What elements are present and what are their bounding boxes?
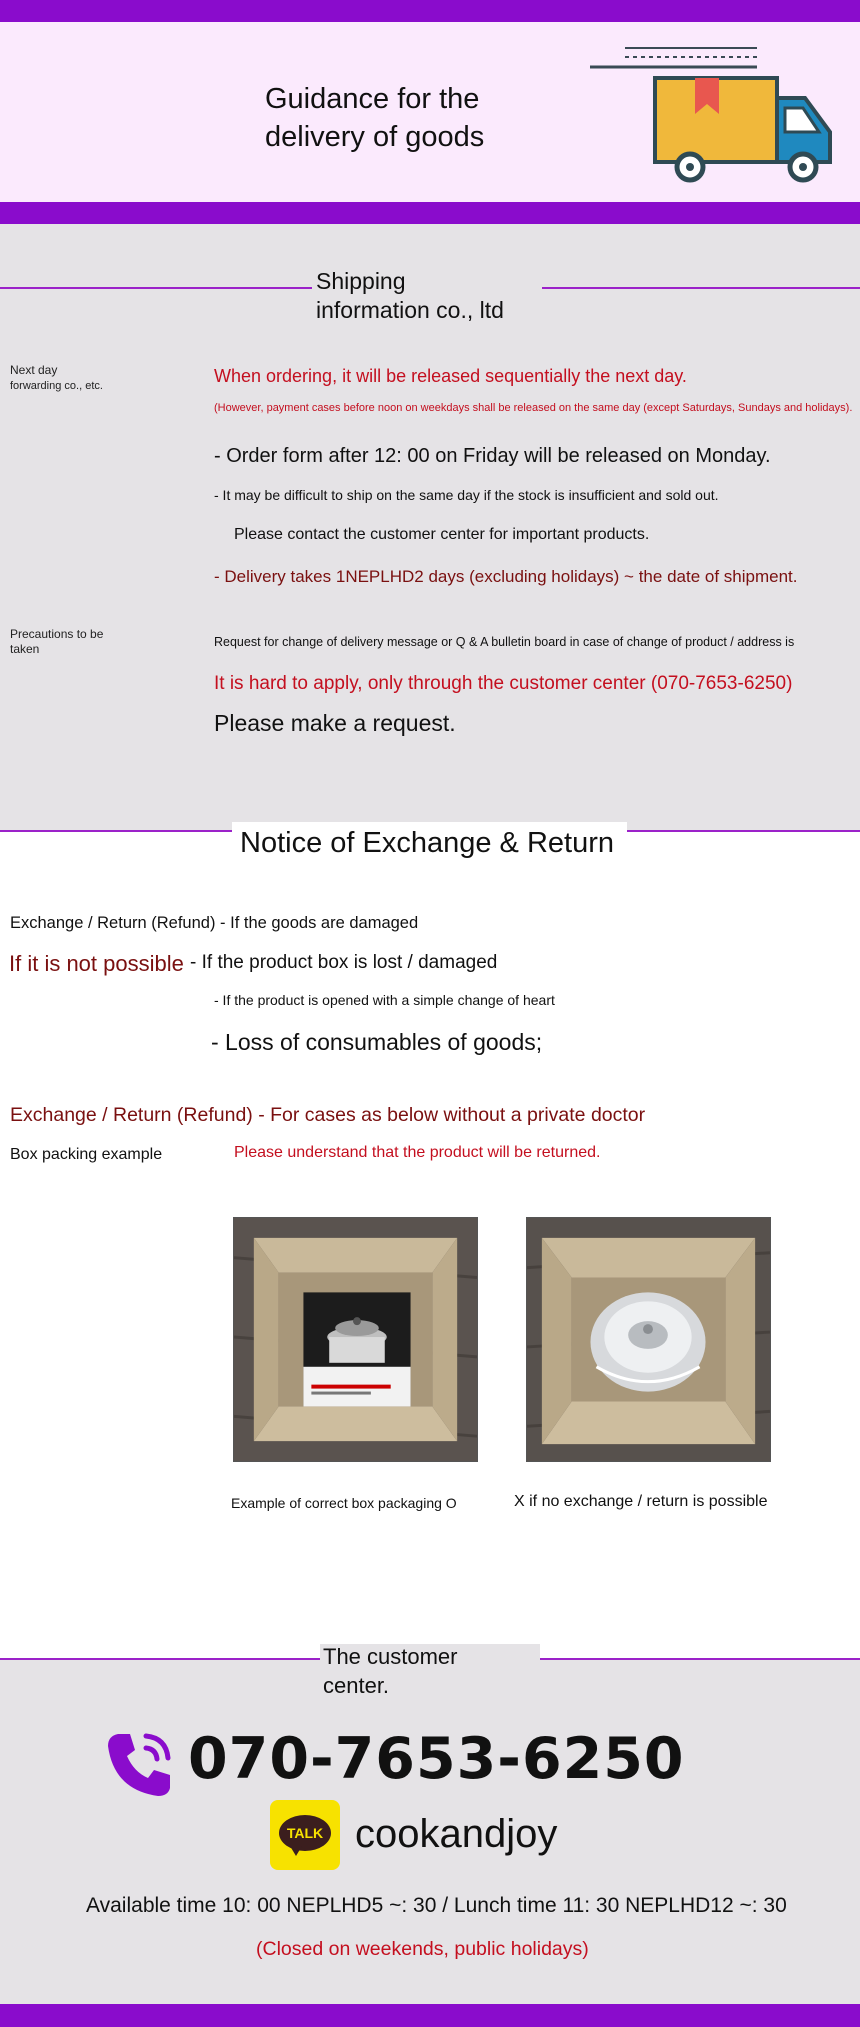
wrong-packaging-photo [526,1217,771,1462]
request-change-text: Request for change of delivery message or Q & A bulletin board in case of change of product / address is [214,635,795,649]
damaged-goods-text: Exchange / Return (Refund) - If the goods are damaged [10,914,419,932]
wrong-packaging-caption: X if no exchange / return is possible [514,1493,768,1510]
header-banner [0,22,860,202]
release-main-text: When ordering, it will be released sequentially the next day. [214,366,687,386]
friday-release-text: - Order form after 12: 00 on Friday will be released on Monday. [214,445,771,467]
not-possible-text: If it is not possible [9,951,184,976]
top-purple-bar [0,0,860,22]
consumables-text: - Loss of consumables of goods; [211,1029,543,1055]
talk-badge-text: TALK [286,1825,324,1841]
correct-packaging-photo [233,1217,478,1462]
delivery-truck-icon [585,32,835,192]
product-opened-text: - If the product is opened with a simple change of heart [214,992,555,1008]
returned-note-text: Please understand that the product will be returned. [234,1144,601,1161]
contact-center-text: Please contact the customer center for important products. [234,526,650,543]
bottom-purple-bar [0,2004,860,2027]
phone-number: 070-7653-6250 [188,1726,685,1792]
phone-icon [104,1728,176,1800]
box-lost-text: - If the product box is lost / damaged [190,952,498,973]
header-bottom-bar [0,202,860,224]
customer-center-section [0,1644,860,2004]
precautions-label: Precautions to be taken [10,627,104,656]
kakao-id: cookandjoy [355,1812,558,1856]
hard-apply-text: It is hard to apply, only through the customer center (070-7653-6250) [214,673,793,694]
available-time-text: Available time 10: 00 NEPLHD5 ~: 30 / Lunch time 11: 30 NEPLHD12 ~: 30 [86,1894,787,1917]
shipping-title: Shipping information co., ltd [316,267,514,325]
private-doctor-text: Exchange / Return (Refund) - For cases as below without a private doctor [10,1104,646,1126]
stock-warning-text: - It may be difficult to ship on the same day if the stock is insufficient and sold out. [214,487,719,503]
make-request-text: Please make a request. [214,710,456,736]
next-day-label: Next day forwarding co., etc. [10,363,103,392]
release-note-text: (However, payment cases before noon on weekdays shall be released on the same day (except Saturdays, Sundays and holidays). [214,402,853,414]
shipping-section [0,224,860,830]
exchange-title: Notice of Exchange & Return [240,827,614,859]
customer-center-title: The customer center. [323,1644,458,1698]
header-title: Guidance for the delivery of goods [265,83,485,153]
correct-packaging-caption: Example of correct box packaging O [231,1495,457,1511]
closed-days-text: (Closed on weekends, public holidays) [256,1938,589,1960]
exchange-section [0,827,860,1658]
delivery-days-text: - Delivery takes 1NEPLHD2 days (excluding holidays) ~ the date of shipment. [214,567,798,586]
kakao-talk-icon [270,1800,340,1870]
box-example-label: Box packing example [10,1146,163,1163]
